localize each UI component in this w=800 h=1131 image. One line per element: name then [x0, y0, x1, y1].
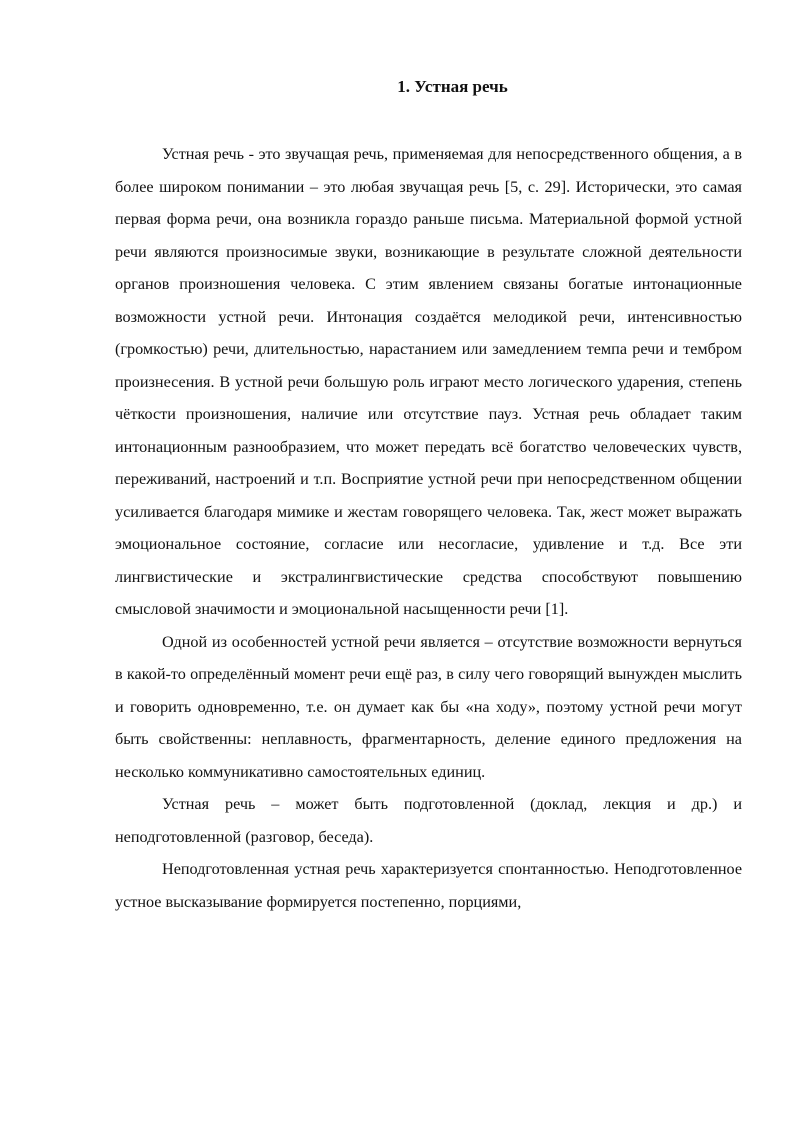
paragraph-oral-speech-features: Одной из особенностей устной речи является – отсутствие возможности вернуться в какой-то определённый момент речи ещё раз, в силу чего говорящий вынужден мыслить и говорить одновременно, т.е. он думает как бы «на ходу», поэтому устной речи могут быть свойственны: неплавность, фрагментарность, деление единого предложения на несколько коммуникативно самостоятельных единиц.: [115, 632, 742, 781]
paragraph-unprepared-speech: Неподготовленная устная речь характеризуется спонтанностью. Неподготовленное устное высказывание формируется постепенно, порциями,: [115, 860, 742, 911]
paragraph-oral-speech-definition: Устная речь - это звучащая речь, применяемая для непосредственного общения, а в более широком понимании – это любая звучащая речь [5, с. 29]. Исторически, это самая первая форма речи, она возникла гораздо раньше письма. Материальной формой устной речи являются произносимые звуки, возникающие в результате сложной деятельности органов произношения человека. С этим явлением связаны богатые интонационные возможности устной речи. Интонация создаётся мелодикой речи, интенсивностью (громкостью) речи, длительностью, нарастанием или замедлением темпа речи и тембром произнесения. В устной речи большую роль играют место логического ударения, степень чёткости произношения, наличие или отсутствие пауз. Устная речь обладает таким интонационным разнообразием, что может передать всё богатство человеческих чувств, переживаний, настроений и т.п. Восприятие устной речи при непосредственном общении усиливается благодаря мимике и жестам говорящего человека. Так, жест может выражать эмоциональное состояние, согласие или несогласие, удивление и т.д. Все эти лингвистические и экстралингвистические средства способствуют повышению смысловой значимости и эмоциональной насыщенности речи [1].: [115, 145, 742, 618]
section-heading: 1. Устная речь: [397, 77, 508, 96]
body-text: [115, 138, 742, 918]
paragraph-prepared-unprepared: Устная речь – может быть подготовленной (доклад, лекция и др.) и неподготовленной (разговор, беседа).: [115, 795, 742, 846]
